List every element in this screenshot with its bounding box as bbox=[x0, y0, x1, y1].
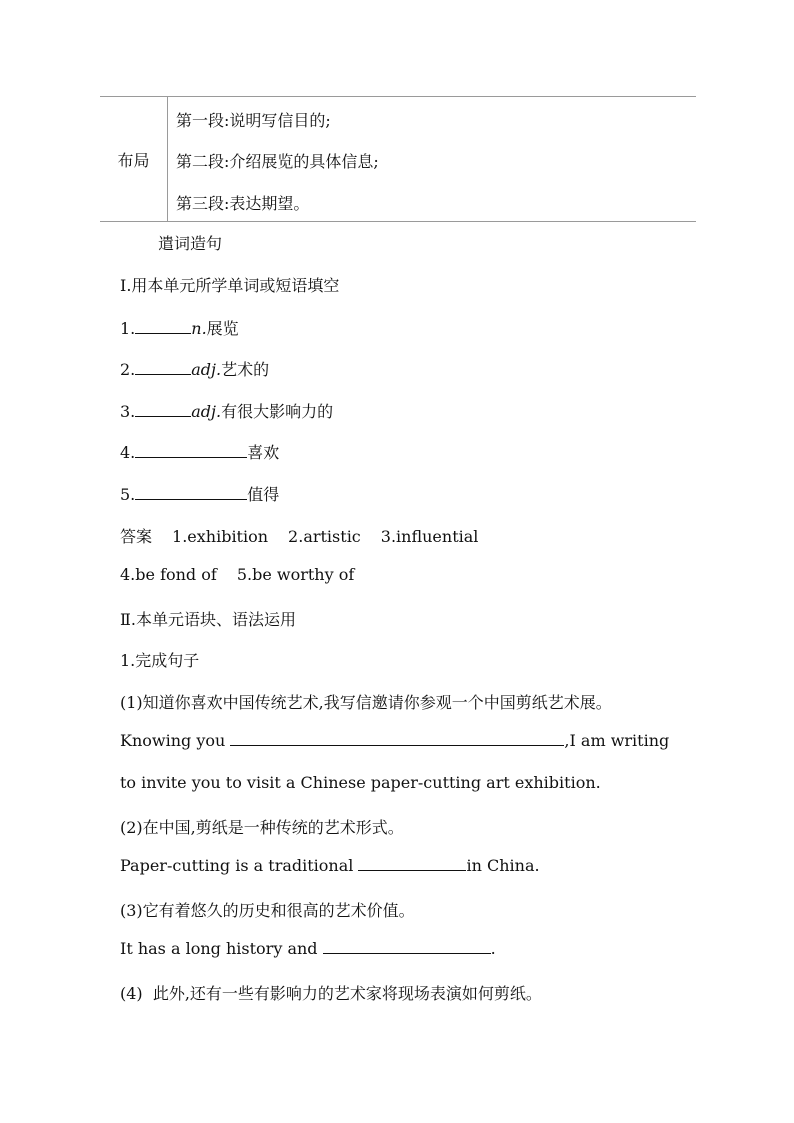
table-label: 布局 bbox=[117, 150, 150, 170]
fill-item-2: 2. adj.艺术的 bbox=[120, 360, 270, 379]
answer-line-1: 答案 1.exhibition 2.artistic 3.influential bbox=[120, 527, 479, 546]
table-row-3: 第三段:表达期望。 bbox=[176, 194, 310, 213]
question-1-english-cont: to invite you to visit a Chinese paper-cutting art exhibition. bbox=[120, 773, 601, 792]
answer-blank[interactable] bbox=[135, 485, 247, 500]
part2-heading: Ⅱ.本单元语块、语法运用 bbox=[120, 610, 296, 629]
table-content-cell bbox=[168, 97, 696, 221]
question-4-chinese: (4) 此外,还有一些有影响力的艺术家将现场表演如何剪纸。 bbox=[120, 984, 542, 1003]
part2-subheading: 1.完成句子 bbox=[120, 651, 200, 670]
question-2-chinese: (2)在中国,剪纸是一种传统的艺术形式。 bbox=[120, 818, 404, 837]
answer-blank[interactable] bbox=[135, 443, 247, 458]
layout-table bbox=[100, 96, 696, 222]
question-1-chinese: (1)知道你喜欢中国传统艺术,我写信邀请你参观一个中国剪纸艺术展。 bbox=[120, 693, 612, 712]
table-label-cell bbox=[100, 97, 168, 221]
answer-line-2: 4.be fond of 5.be worthy of bbox=[120, 565, 355, 584]
question-1-english: Knowing you ,I am writing bbox=[120, 731, 670, 750]
section-title: 遣词造句 bbox=[158, 234, 223, 253]
answer-blank[interactable] bbox=[135, 319, 191, 334]
answer-label: 答案 bbox=[120, 527, 153, 546]
answer-blank[interactable] bbox=[230, 731, 564, 746]
answer-blank[interactable] bbox=[135, 402, 191, 417]
fill-item-5: 5. 值得 bbox=[120, 485, 280, 504]
table-row-1: 第一段:说明写信目的; bbox=[176, 111, 331, 130]
fill-item-1: 1. n.展览 bbox=[120, 319, 239, 338]
answer-blank[interactable] bbox=[323, 939, 491, 954]
question-3-english: It has a long history and . bbox=[120, 939, 496, 958]
table-row-2: 第二段:介绍展览的具体信息; bbox=[176, 152, 379, 171]
fill-item-3: 3. adj.有很大影响力的 bbox=[120, 402, 334, 421]
fill-item-4: 4. 喜欢 bbox=[120, 443, 280, 462]
question-3-chinese: (3)它有着悠久的历史和很高的艺术价值。 bbox=[120, 901, 415, 920]
answer-blank[interactable] bbox=[358, 856, 466, 871]
answer-blank[interactable] bbox=[135, 360, 191, 375]
question-2-english: Paper-cutting is a traditional in China. bbox=[120, 856, 540, 875]
part1-heading: Ⅰ.用本单元所学单词或短语填空 bbox=[120, 276, 340, 295]
